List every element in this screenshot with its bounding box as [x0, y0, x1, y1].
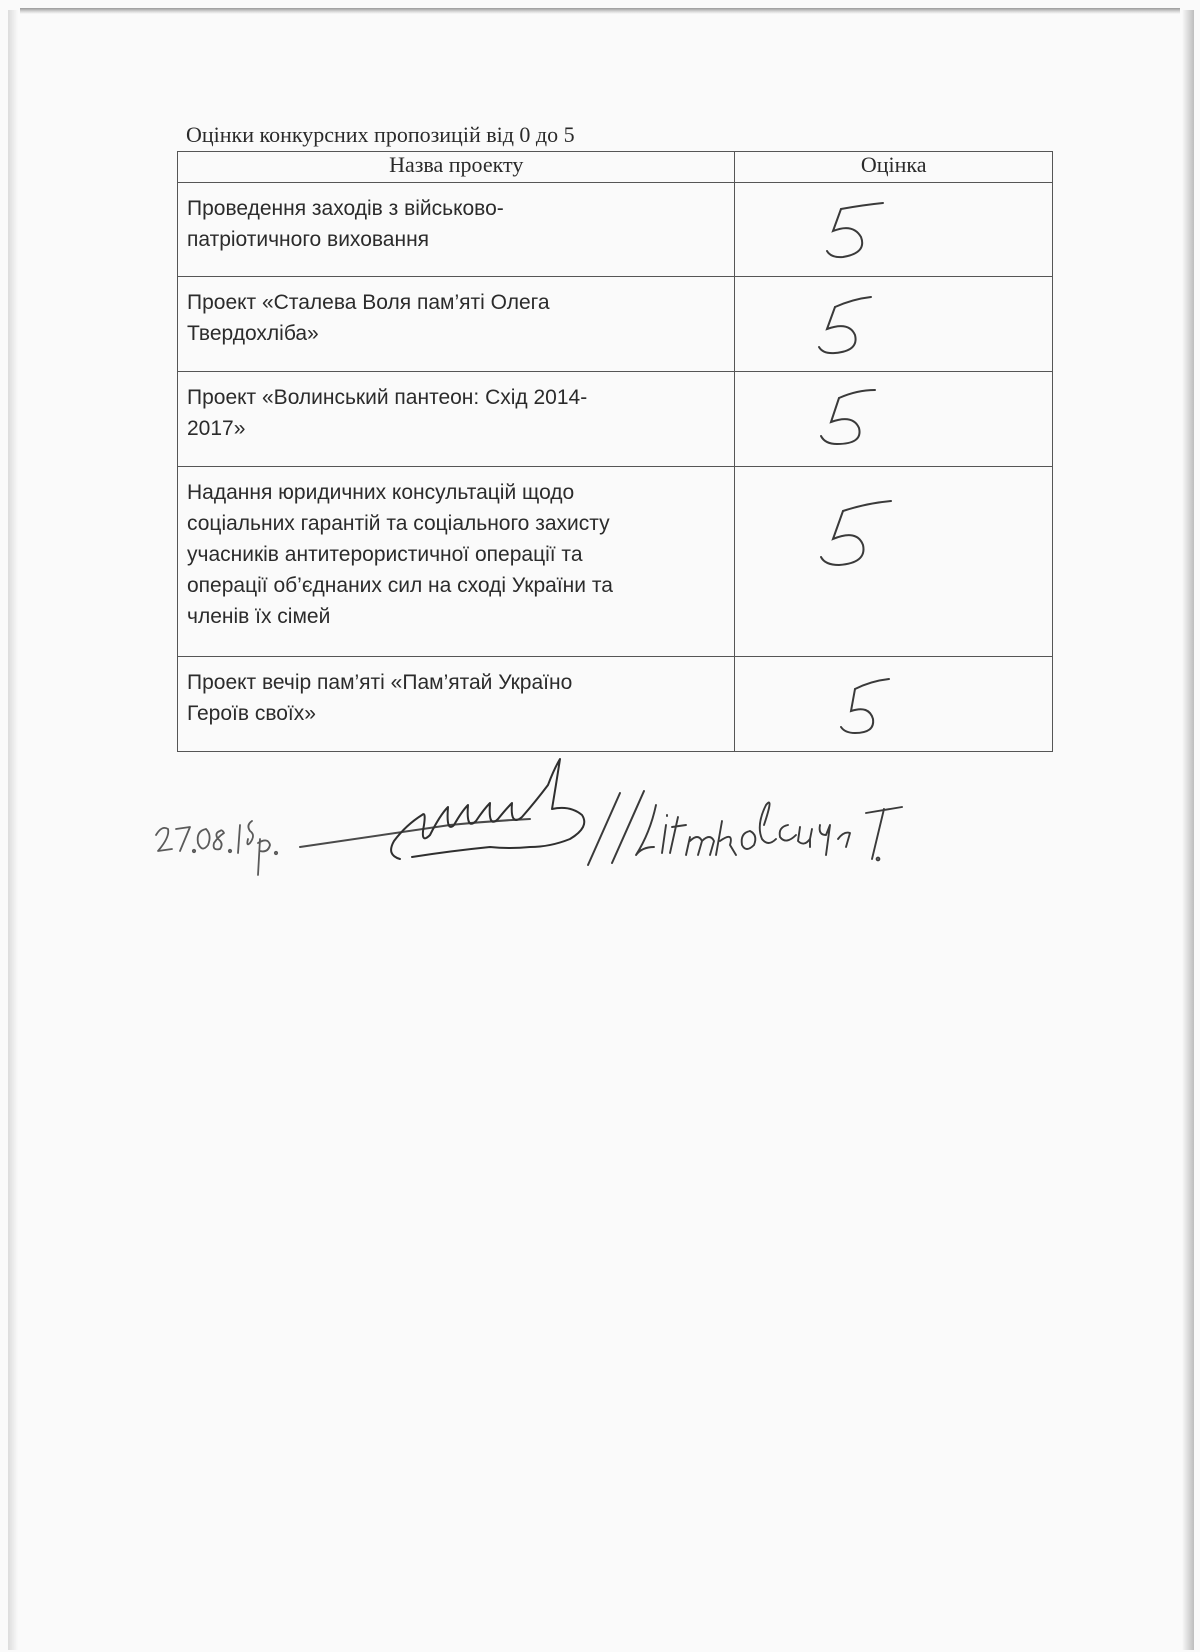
- scan-edge-top: [20, 8, 1180, 14]
- project-name-line: патріотичного виховання: [187, 228, 430, 251]
- project-name-line: Надання юридичних консультацій щодо: [187, 481, 575, 504]
- handwritten-score-5: [829, 673, 919, 743]
- score-cell: [735, 183, 1053, 277]
- scan-edge-right: [1182, 10, 1194, 1650]
- project-name-line: Проведення заходів з військово-: [187, 197, 504, 220]
- project-name-cell: [178, 657, 735, 752]
- table-row: [178, 657, 1053, 752]
- handwritten-score-5: [809, 495, 909, 575]
- project-name-line: членів їх сімей: [187, 605, 331, 628]
- project-name-line: Проект «Сталева Воля пам’яті Олега: [187, 291, 550, 314]
- project-name-line: Твердохліба»: [187, 322, 319, 345]
- project-name-line: Проект «Волинський пантеон: Схід 2014-: [187, 386, 588, 409]
- score-cell: [735, 277, 1053, 372]
- handwritten-score-5: [805, 293, 895, 363]
- project-name-line: 2017»: [187, 417, 246, 440]
- project-name-line: соціальних гарантій та соціального захисту: [187, 512, 610, 535]
- table-row: [178, 467, 1053, 657]
- project-name-cell: [178, 277, 735, 372]
- project-name-line: операції об’єднаних сил на сході України та: [187, 574, 613, 597]
- table-header-row: [178, 152, 1053, 183]
- handwritten-date-and-signature: [150, 755, 960, 935]
- grades-table: [177, 151, 1053, 752]
- score-cell: [735, 372, 1053, 467]
- header-score: Оцінка: [735, 152, 1053, 183]
- project-name-cell: [178, 372, 735, 467]
- project-name-line: учасників антитерористичної операції та: [187, 543, 583, 566]
- project-name-line: Проект вечір пам’яті «Пам’ятай Україно: [187, 671, 573, 694]
- project-name-line: Героїв своїх»: [187, 702, 316, 725]
- table-row: [178, 183, 1053, 277]
- document-title: Оцінки конкурсних пропозицій від 0 до 5: [186, 122, 575, 147]
- project-name-cell: [178, 183, 735, 277]
- table-row: [178, 277, 1053, 372]
- handwritten-score-5: [813, 197, 903, 267]
- project-name-cell: [178, 467, 735, 657]
- scan-edge-left: [8, 10, 18, 1650]
- table-row: [178, 372, 1053, 467]
- handwritten-score-5: [809, 384, 899, 454]
- score-cell: [735, 467, 1053, 657]
- score-cell: [735, 657, 1053, 752]
- header-project-name: Назва проекту: [178, 152, 735, 183]
